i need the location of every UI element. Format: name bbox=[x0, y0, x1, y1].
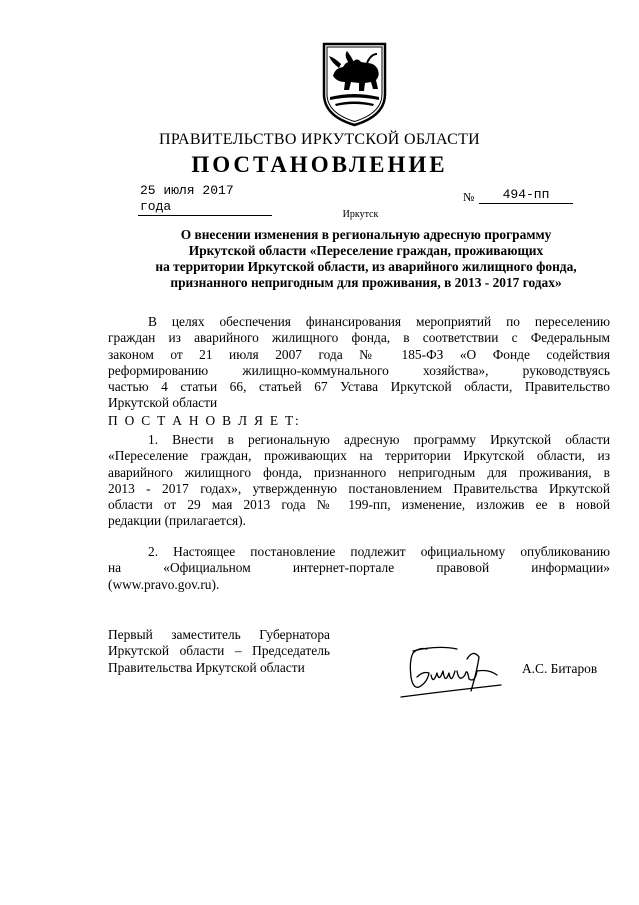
signer-name: А.С. Битаров bbox=[522, 661, 598, 676]
number-sign: № bbox=[463, 190, 475, 204]
paragraph-line: Иркутской области bbox=[108, 395, 218, 411]
subject-line: О внесении изменения в региональную адресную программу bbox=[180, 227, 552, 242]
document-date: 25 июля 2017 года bbox=[140, 183, 234, 214]
number-field bbox=[479, 185, 573, 204]
item-2-paragraph bbox=[108, 544, 610, 593]
signer-position-line: Иркутской области – Председатель bbox=[108, 643, 330, 659]
preamble-paragraph bbox=[108, 314, 610, 412]
paragraph-line: реформированию жилищно-коммунального хозяйства», руководствуясь bbox=[108, 362, 610, 378]
subject-line: Иркутской области «Переселение граждан, проживающих bbox=[188, 243, 544, 258]
decree-word: П О С Т А Н О В Л Я Е Т: bbox=[108, 413, 301, 428]
subject-line: на территории Иркутской области, из аварийного жилищного фонда, bbox=[155, 259, 577, 274]
paragraph-line: граждан из аварийного жилищного фонда, в соответствии с Федеральным bbox=[108, 330, 610, 346]
paragraph-line: «Переселение граждан, проживающих на территории Иркутской области, из bbox=[108, 448, 610, 464]
paragraph-line: 2013 - 2017 годах», утвержденную постановлением Правительства Иркутской bbox=[108, 480, 610, 496]
paragraph-line: (www.pravo.gov.ru). bbox=[108, 576, 220, 592]
handwritten-signature-icon bbox=[397, 641, 507, 701]
signer-position-line: Первый заместитель Губернатора bbox=[108, 627, 330, 642]
signer-position-line: Правительства Иркутской области bbox=[108, 659, 305, 675]
paragraph-line: на «Официальном интернет-портале правовой информации» bbox=[108, 560, 610, 576]
document-subject bbox=[110, 227, 622, 291]
document-number: 494-пп bbox=[502, 187, 550, 202]
city: Иркутск bbox=[342, 209, 379, 220]
paragraph-line: редакции (прилагается). bbox=[108, 513, 246, 529]
paragraph-line: 1. Внести в региональную адресную программу Иркутской области bbox=[148, 432, 610, 447]
signer-position bbox=[108, 627, 368, 676]
paragraph-line: 2. Настоящее постановление подлежит официальному опубликованию bbox=[148, 544, 610, 559]
paragraph-line: законом от 21 июля 2007 года № 185-ФЗ «О Фонде содействия bbox=[108, 346, 610, 362]
subject-line: признанного непригодным для проживания, в 2013 - 2017 годах» bbox=[170, 275, 562, 290]
document-type: ПОСТАНОВЛЕНИЕ bbox=[191, 152, 448, 177]
irkutsk-coat-of-arms-icon bbox=[321, 42, 388, 127]
item-1-paragraph bbox=[108, 432, 610, 530]
paragraph-line: области от 29 мая 2013 года № 199-пп, изменение, изложив ее в новой bbox=[108, 497, 610, 513]
paragraph-line: аварийного жилищного фонда, признанного непригодным для проживания, в bbox=[108, 464, 610, 480]
paragraph-line: В целях обеспечения финансирования мероприятий по переселению bbox=[148, 314, 610, 329]
government-title: ПРАВИТЕЛЬСТВО ИРКУТСКОЙ ОБЛАСТИ bbox=[158, 131, 481, 148]
paragraph-line: частью 4 статьи 66, статьей 67 Устава Иркутской области, Правительство bbox=[108, 379, 610, 395]
